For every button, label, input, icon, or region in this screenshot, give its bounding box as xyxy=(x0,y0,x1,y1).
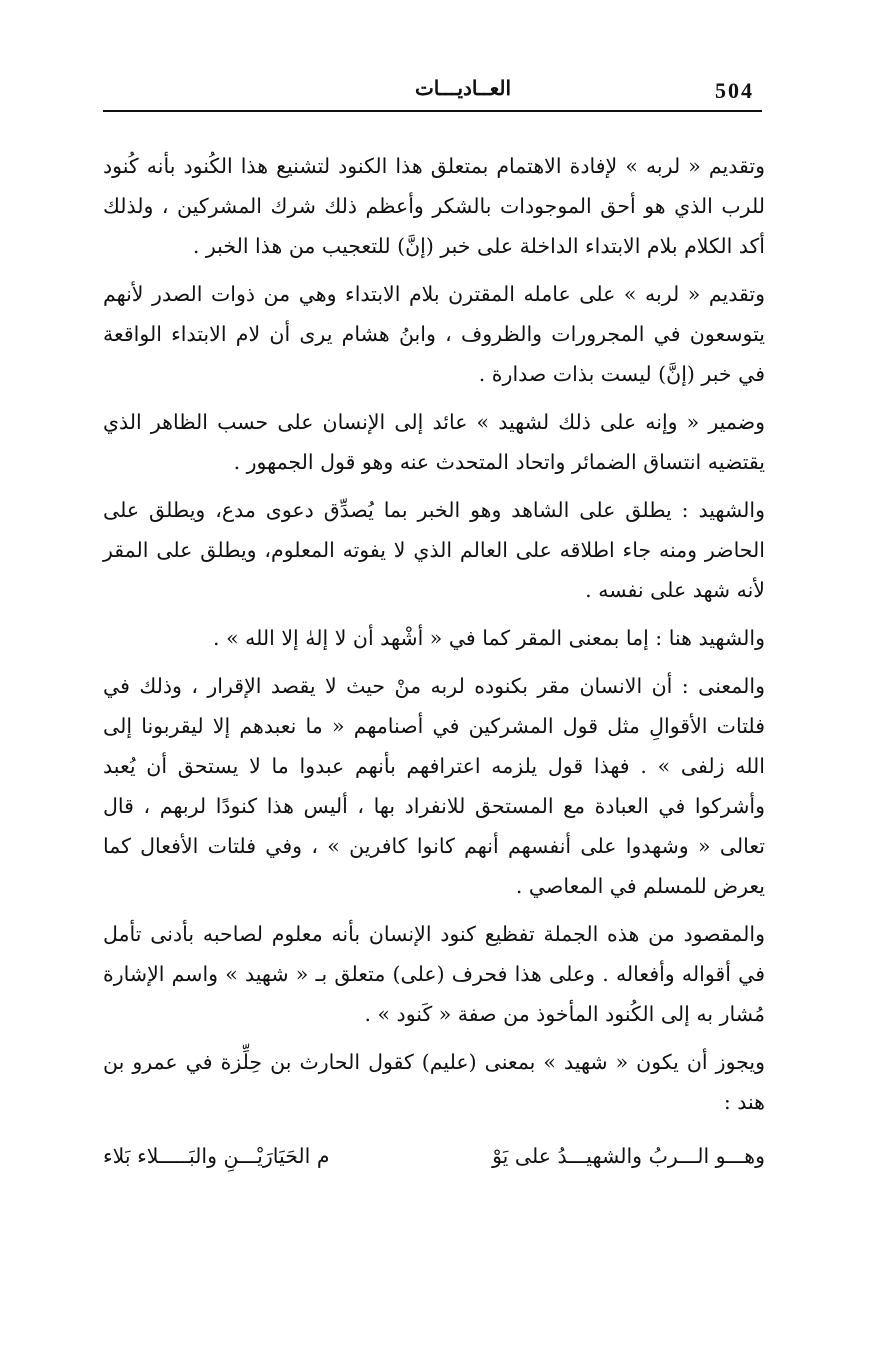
verse-second-hemistich: م الحَيَارَيْـــنِ والبَـــــلاء بَلاء xyxy=(103,1144,330,1168)
paragraph: وتقديم « لربه » على عامله المقترن بلام الابتداء وهي من ذوات الصدر لأنهم يتوسعون في المجرورات والظروف ، وابنُ هشام يرى أن لام الابتداء الواقعة في خبر (إنَّ) ليست بذات صدارة . xyxy=(103,282,765,386)
paragraph: والمقصود من هذه الجملة تفظيع كنود الإنسان بأنه معلوم لصاحبه بأدنى تأمل في أقواله وأفعاله . وعلى هذا فحرف (على) متعلق بـ « شهيد » واسم الإشارة مُشار به إلى الكُنود المأخوذ من صفة « كَنود » . xyxy=(103,922,765,1026)
paragraph: والشهيد هنا : إما بمعنى المقر كما في « أشْهد أن لا إلهٰ إلا الله » . xyxy=(213,626,765,650)
paragraph: وضمير « وإنه على ذلك لشهيد » عائد إلى الإنسان على حسب الظاهر الذي يقتضيه انتساق الضمائر واتحاد المتحدث عنه وهو قول الجمهور . xyxy=(103,410,765,474)
poetry-verse xyxy=(103,1136,765,1176)
paragraph: ويجوز أن يكون « شهيد » بمعنى (عليم) كقول الحارث بن حِلِّزة في عمرو بن هند : xyxy=(103,1050,765,1114)
paragraph: والشهيد : يطلق على الشاهد وهو الخبر بما يُصدِّق دعوى مدع، ويطلق على الحاضر ومنه جاء اطلاقه على العالم الذي لا يفوته المعلوم، ويطلق على المقر لأنه شهد على نفسه . xyxy=(103,498,765,602)
running-title: العــاديـــات xyxy=(414,76,512,100)
paragraph: والمعنى : أن الانسان مقر بكنوده لربه منْ حيث لا يقصد الإقرار ، وذلك في فلتات الأقوالِ مثل قول المشركين في أصنامهم « ما نعبدهم إلا ليقربونا إلى الله زلفى » . فهذا قول يلزمه اعترافهم بأنهم عبدوا ما لا يستحق أن يُعبد وأشركوا في العبادة مع المستحق للانفراد بها ، أليس هذا كنودًا لربهم ، قال تعالى « وشهدوا على أنفسهم أنهم كانوا كافرين » ، وفي فلتات الأفعال كما يعرض للمسلم في المعاصي . xyxy=(103,674,765,898)
page-header xyxy=(103,70,762,112)
page-body xyxy=(103,146,765,1176)
page-number: 504 xyxy=(715,78,754,103)
verse-first-hemistich: وهـــو الـــربُ والشهيـــدُ على يَوْ xyxy=(492,1144,765,1168)
paragraph: وتقديم « لربه » لإفادة الاهتمام بمتعلق هذا الكنود لتشنيع هذا الكُنود بأنه كُنود للرب الذي هو أحق الموجودات بالشكر وأعظم ذلك شرك المشركين ، ولذلك أكد الكلام بلام الابتداء الداخلة على خبر (إنَّ) للتعجيب من هذا الخبر . xyxy=(103,154,765,258)
